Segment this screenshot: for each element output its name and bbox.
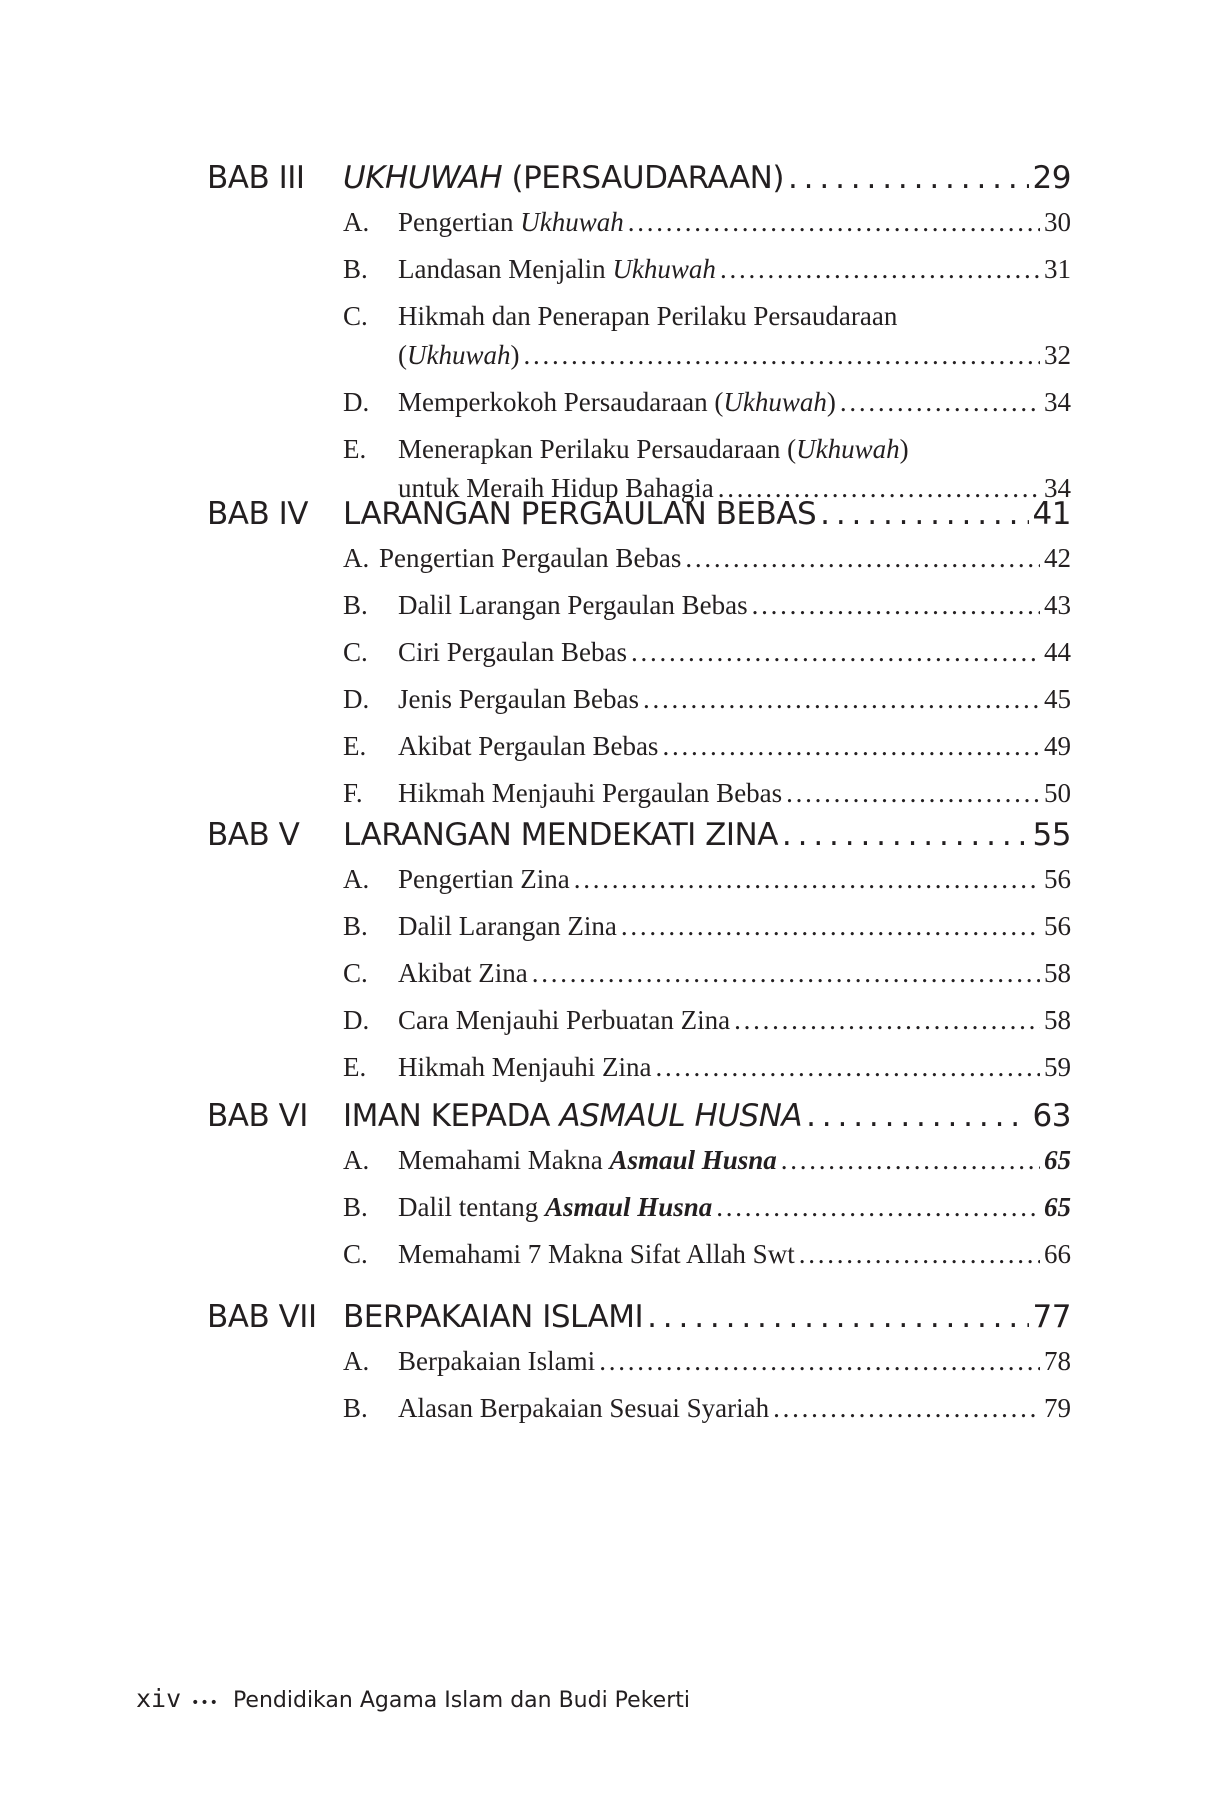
dot-leader	[716, 1188, 1040, 1227]
chapter-title-italic: UKHUWAH	[343, 160, 503, 196]
entry-text: Dalil Larangan Pergaulan Bebas	[398, 590, 748, 620]
entry-body	[398, 1141, 1071, 1180]
dot-leader	[773, 1389, 1040, 1428]
entry-page-number: 45	[1044, 684, 1071, 714]
dot-leader	[786, 774, 1040, 813]
entry-body	[398, 297, 1071, 375]
entry-row	[398, 774, 1071, 813]
entry-row	[379, 539, 1071, 578]
entry-row	[398, 586, 1071, 625]
entry-title	[398, 1048, 651, 1087]
entry-page-number: 59	[1044, 1052, 1071, 1082]
entry-text: Memahami 7 Makna Sifat Allah Swt	[398, 1239, 795, 1269]
chapter-page-number: 29	[1032, 160, 1071, 196]
toc-entry[interactable]	[343, 1342, 1071, 1381]
dot-leader	[662, 727, 1040, 766]
page-number: xiv	[136, 1684, 182, 1713]
entry-letter: C.	[343, 301, 368, 331]
entry-row	[398, 680, 1071, 719]
entry-letter: B.	[343, 911, 368, 941]
entry-text: Pengertian Zina	[398, 864, 570, 894]
dot-leader	[781, 1141, 1040, 1180]
entry-title	[398, 1188, 712, 1227]
chapter-number: BAB III	[207, 160, 305, 196]
chapter-page-number: 55	[1032, 817, 1071, 853]
entry-letter: A.	[343, 1145, 370, 1175]
chapter-title-text: (PERSAUDARAAN)	[502, 160, 784, 196]
entry-text-italic: Ukhuwah	[723, 387, 827, 417]
chapter-title-text: BERPAKAIAN ISLAMI	[343, 1299, 644, 1335]
entry-letter: B.	[343, 254, 368, 284]
dot-leader	[643, 680, 1040, 719]
entry-title	[398, 203, 624, 242]
entry-title	[398, 1342, 595, 1381]
entry-body	[398, 633, 1071, 672]
entry-page-number: 58	[1044, 1005, 1071, 1035]
toc-entry[interactable]	[343, 860, 1071, 899]
entry-text: Pengertian	[398, 207, 521, 237]
dot-leader	[524, 336, 1041, 375]
chapter-block	[207, 1292, 1071, 1436]
entry-text: Hikmah Menjauhi Zina	[398, 1052, 652, 1082]
entry-title	[398, 954, 528, 993]
entry-page-number: 31	[1044, 254, 1071, 284]
entry-body	[398, 250, 1071, 289]
entry-row	[398, 1235, 1071, 1274]
bullet-separator: •••	[191, 1695, 219, 1711]
entry-page-number: 44	[1044, 637, 1071, 667]
entry-letter: A.	[343, 543, 370, 573]
entry-title	[398, 586, 748, 625]
entry-text: )	[899, 434, 909, 464]
entry-text: Landasan Menjalin	[398, 254, 613, 284]
entry-title	[398, 633, 627, 672]
entry-body	[398, 586, 1071, 625]
entry-text: )	[826, 387, 836, 417]
entry-text: Ciri Pergaulan Bebas	[398, 637, 627, 667]
entry-body	[398, 907, 1071, 946]
entry-row	[398, 383, 1071, 422]
toc-entry[interactable]	[343, 1141, 1071, 1180]
entry-row	[398, 1389, 1071, 1428]
chapter-block	[207, 810, 1071, 1095]
entry-body	[398, 1048, 1071, 1087]
entry-letter: B.	[343, 1192, 368, 1222]
entry-page-number: 50	[1044, 778, 1071, 808]
entry-letter: A.	[343, 207, 370, 237]
entry-page-number: 79	[1044, 1393, 1071, 1423]
entry-body	[398, 1188, 1071, 1227]
entry-text: Akibat Zina	[398, 958, 528, 988]
chapter-block	[207, 153, 1071, 516]
entry-text: Jenis Pergaulan Bebas	[398, 684, 639, 714]
dot-leader	[599, 1342, 1040, 1381]
entry-page-number: 49	[1044, 731, 1071, 761]
entry-text: Dalil Larangan Zina	[398, 911, 617, 941]
dot-leader	[752, 586, 1040, 625]
toc-entry[interactable]	[343, 203, 1071, 242]
toc-entry[interactable]	[343, 539, 1071, 578]
entry-letter: C.	[343, 1239, 368, 1269]
entry-page-number: 34	[1044, 387, 1071, 417]
entry-row	[398, 1048, 1071, 1087]
entry-row	[398, 954, 1071, 993]
toc-entry[interactable]	[343, 954, 1071, 993]
entry-letter: F.	[343, 778, 363, 808]
chapter-title	[343, 153, 784, 203]
toc-entry[interactable]	[343, 1048, 1071, 1087]
chapter-title-italic: ASMAUL HUSNA	[559, 1098, 803, 1134]
entry-body	[398, 774, 1071, 813]
entry-title	[398, 250, 716, 289]
entry-body	[398, 954, 1071, 993]
dot-leader	[574, 860, 1040, 899]
entry-text: Pengertian Pergaulan Bebas	[379, 543, 682, 573]
entry-text: )	[510, 340, 520, 370]
toc-entry[interactable]	[343, 1235, 1071, 1274]
entry-page-number: 56	[1044, 911, 1071, 941]
entry-page-number: 42	[1044, 543, 1071, 573]
chapter-heading[interactable]	[207, 153, 1071, 203]
dot-leader	[734, 1001, 1040, 1040]
chapter-block	[207, 1091, 1071, 1282]
entry-body	[398, 727, 1071, 766]
entry-row	[398, 1342, 1071, 1381]
entry-text: Berpakaian Islami	[398, 1346, 596, 1376]
entry-text: Memahami Makna	[398, 1145, 610, 1175]
dot-leader	[799, 1235, 1040, 1274]
entry-letter: E.	[343, 731, 367, 761]
entry-body	[398, 383, 1071, 422]
entry-text: Alasan Berpakaian Sesuai Syariah	[398, 1393, 770, 1423]
entry-row	[398, 727, 1071, 766]
chapter-title-text: LARANGAN MENDEKATI ZINA	[343, 817, 778, 853]
chapter-title	[343, 1292, 643, 1342]
page-footer	[136, 1684, 690, 1713]
entry-title	[398, 336, 520, 375]
entry-text-line1: Hikmah dan Penerapan Perilaku Persaudaraan	[398, 301, 898, 331]
dot-leader	[720, 250, 1040, 289]
entry-body	[398, 680, 1071, 719]
chapter-title-line	[343, 489, 1071, 539]
toc-entry[interactable]	[343, 1001, 1071, 1040]
dot-leader	[685, 539, 1040, 578]
entry-page-number: 56	[1044, 864, 1071, 894]
entry-row	[398, 250, 1071, 289]
entry-letter: E.	[343, 434, 367, 464]
chapter-page-number: 77	[1032, 1299, 1071, 1335]
entry-page-number: 65	[1044, 1145, 1071, 1175]
entry-text-bold-italic: Asmaul Husna	[609, 1145, 777, 1175]
chapter-number: BAB VI	[207, 1098, 308, 1134]
entry-page-number: 65	[1044, 1192, 1071, 1222]
entry-title	[398, 1389, 769, 1428]
entry-title	[398, 1235, 795, 1274]
dot-leader	[782, 810, 1029, 860]
entry-body	[379, 539, 1071, 578]
entry-title	[398, 907, 617, 946]
chapter-title-line	[343, 1292, 1071, 1342]
entry-letter: B.	[343, 590, 368, 620]
chapter-page-number: 41	[1032, 496, 1071, 532]
entry-text-italic: Ukhuwah	[796, 434, 900, 464]
entry-text: Menerapkan Perilaku Persaudaraan (	[398, 434, 797, 464]
toc-entry[interactable]	[343, 1389, 1071, 1428]
entry-text: Memperkokoh Persaudaraan (	[398, 387, 724, 417]
entry-title	[398, 727, 658, 766]
entry-text-italic: Ukhuwah	[612, 254, 716, 284]
chapter-heading[interactable]	[207, 489, 1071, 539]
dot-leader	[628, 203, 1040, 242]
chapter-title	[343, 489, 816, 539]
entry-text-line1	[398, 430, 1071, 469]
toc-entry[interactable]	[343, 727, 1071, 766]
entry-title	[398, 383, 836, 422]
toc-entry[interactable]	[343, 633, 1071, 672]
toc-entry[interactable]	[343, 1188, 1071, 1227]
entry-text: Akibat Pergaulan Bebas	[398, 731, 659, 761]
dot-leader	[840, 383, 1040, 422]
dot-leader	[806, 1091, 1028, 1141]
entry-body	[398, 860, 1071, 899]
entry-row	[398, 907, 1071, 946]
entry-page-number: 32	[1044, 340, 1071, 370]
entry-text: Dalil tentang	[398, 1192, 545, 1222]
dot-leader	[532, 954, 1040, 993]
dot-leader	[621, 907, 1040, 946]
entry-title	[398, 1141, 777, 1180]
entry-body	[398, 1001, 1071, 1040]
chapter-heading[interactable]	[207, 1292, 1071, 1342]
entry-text: Hikmah Menjauhi Pergaulan Bebas	[398, 778, 783, 808]
toc-entry[interactable]	[343, 383, 1071, 422]
entry-body	[398, 1235, 1071, 1274]
entry-body	[398, 1342, 1071, 1381]
entry-title	[398, 1001, 730, 1040]
chapter-title-text: LARANGAN PERGAULAN BEBAS	[343, 496, 817, 532]
toc-entry[interactable]	[343, 586, 1071, 625]
dot-leader	[655, 1048, 1040, 1087]
entry-page-number: 43	[1044, 590, 1071, 620]
toc-entry[interactable]	[343, 297, 1071, 375]
chapter-title-line	[343, 810, 1071, 860]
entry-row	[398, 1188, 1071, 1227]
entry-row	[398, 860, 1071, 899]
chapter-title-line	[343, 1091, 1071, 1141]
entry-row	[398, 633, 1071, 672]
book-title: Pendidikan Agama Islam dan Budi Pekerti	[232, 1688, 690, 1713]
entry-row	[398, 1001, 1071, 1040]
entry-page-number: 34	[1044, 473, 1071, 503]
chapter-heading[interactable]	[207, 1091, 1071, 1141]
entry-text-bold-italic: Asmaul Husna	[544, 1192, 713, 1222]
entry-page-number: 30	[1044, 207, 1071, 237]
chapter-title-line	[343, 153, 1071, 203]
chapter-number: BAB VII	[207, 1299, 317, 1335]
toc-entry[interactable]	[343, 774, 1071, 813]
chapter-page-number: 63	[1032, 1098, 1071, 1134]
entry-letter: D.	[343, 1005, 370, 1035]
entry-title	[398, 774, 782, 813]
entry-letter: D.	[343, 387, 370, 417]
entry-letter: E.	[343, 1052, 367, 1082]
chapter-block	[207, 489, 1071, 821]
entry-letter: B.	[343, 1393, 368, 1423]
chapter-title	[343, 1091, 802, 1141]
entry-body	[398, 1389, 1071, 1428]
dot-leader	[647, 1292, 1028, 1342]
entry-row	[398, 203, 1071, 242]
chapter-number: BAB V	[207, 817, 300, 853]
entry-text: Cara Menjauhi Perbuatan Zina	[398, 1005, 731, 1035]
entry-page-number: 78	[1044, 1346, 1071, 1376]
dot-leader	[788, 153, 1029, 203]
entry-letter: A.	[343, 864, 370, 894]
toc-entry[interactable]	[343, 250, 1071, 289]
toc-entry[interactable]	[343, 680, 1071, 719]
entry-text-italic: Ukhuwah	[407, 340, 511, 370]
entry-body	[398, 203, 1071, 242]
entry-title	[398, 680, 639, 719]
entry-text: untuk Meraih Hidup Bahagia	[398, 473, 714, 503]
toc-entry[interactable]	[343, 907, 1071, 946]
entry-letter: C.	[343, 958, 368, 988]
entry-page-number: 58	[1044, 958, 1071, 988]
entry-page-number: 66	[1044, 1239, 1071, 1269]
entry-letter: C.	[343, 637, 368, 667]
dot-leader	[631, 633, 1040, 672]
chapter-title-text: IMAN KEPADA	[343, 1098, 560, 1134]
entry-letter: D.	[343, 684, 370, 714]
entry-row	[398, 1141, 1071, 1180]
entry-text-italic: Ukhuwah	[520, 207, 624, 237]
entry-letter: A.	[343, 1346, 370, 1376]
dot-leader	[820, 489, 1028, 539]
entry-row	[398, 336, 1071, 375]
entry-title	[398, 860, 570, 899]
chapter-title	[343, 810, 778, 860]
chapter-number: BAB IV	[207, 496, 308, 532]
entry-title	[379, 539, 681, 578]
chapter-heading[interactable]	[207, 810, 1071, 860]
entry-text: (	[398, 340, 407, 370]
